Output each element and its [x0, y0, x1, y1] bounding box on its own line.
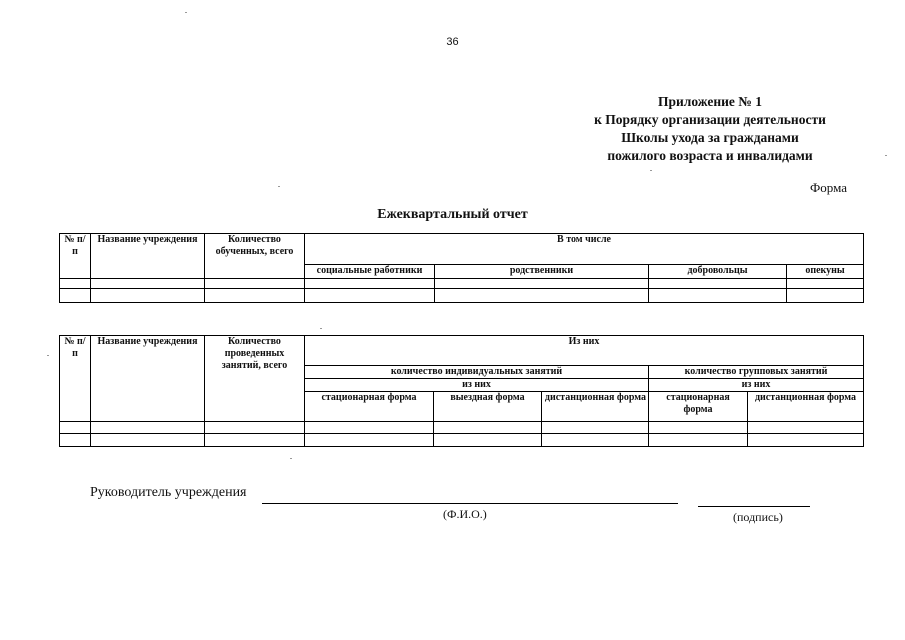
col-number-header: № п/п — [60, 234, 91, 279]
col-group-remote: дистанционная форма — [748, 392, 864, 422]
col-volunteers: добровольцы — [649, 265, 787, 279]
report-title: Ежеквартальный отчет — [377, 207, 528, 222]
appendix-line: к Порядку организации деятельности — [594, 112, 826, 127]
appendix-line: Школы ухода за гражданами — [621, 130, 799, 145]
appendix-header — [560, 93, 860, 165]
table-row — [60, 422, 864, 434]
group-classes-header: количество групповых занятий — [649, 366, 864, 379]
col-institution-header: Название учреждения — [91, 234, 205, 279]
appendix-line: Приложение № 1 — [658, 94, 762, 109]
of-them-header: Из них — [305, 336, 864, 366]
scan-speck — [290, 458, 292, 459]
signature-caption: (подпись) — [733, 510, 783, 524]
col-social-workers: социальные работники — [305, 265, 435, 279]
including-header: В том числе — [305, 234, 864, 265]
trained-table — [59, 233, 864, 303]
fio-caption: (Ф.И.О.) — [443, 507, 487, 521]
scan-speck — [320, 328, 322, 329]
group-of-them: из них — [649, 379, 864, 392]
scan-speck — [650, 170, 652, 171]
col-group-stationary: стационарная форма — [649, 392, 748, 422]
col-individual-outreach: выездная форма — [434, 392, 542, 422]
scan-speck — [47, 355, 49, 356]
signature-line — [698, 506, 810, 507]
col-relatives: родственники — [435, 265, 649, 279]
col-number-header: № п/п — [60, 336, 91, 422]
individual-classes-header: количество индивидуальных занятий — [305, 366, 649, 379]
table-row — [60, 434, 864, 447]
table-row — [60, 289, 864, 303]
col-institution-header: Название учреждения — [91, 336, 205, 422]
col-classes-total-header: Количество проведенных занятий, всего — [205, 336, 305, 422]
appendix-line: пожилого возраста и инвалидами — [607, 148, 813, 163]
fio-line — [262, 503, 678, 504]
scan-speck — [185, 12, 187, 13]
col-individual-stationary: стационарная форма — [305, 392, 434, 422]
table-row — [60, 279, 864, 289]
page-number: 36 — [446, 36, 459, 48]
col-trained-total-header: Количество обученных, всего — [205, 234, 305, 279]
classes-table — [59, 335, 864, 447]
individual-of-them: из них — [305, 379, 649, 392]
scan-speck — [278, 186, 280, 187]
head-of-institution-label: Руководитель учреждения — [90, 485, 247, 500]
form-label: Форма — [810, 180, 847, 195]
col-individual-remote: дистанционная форма — [542, 392, 649, 422]
scan-speck — [885, 155, 887, 156]
col-guardians: опекуны — [787, 265, 864, 279]
